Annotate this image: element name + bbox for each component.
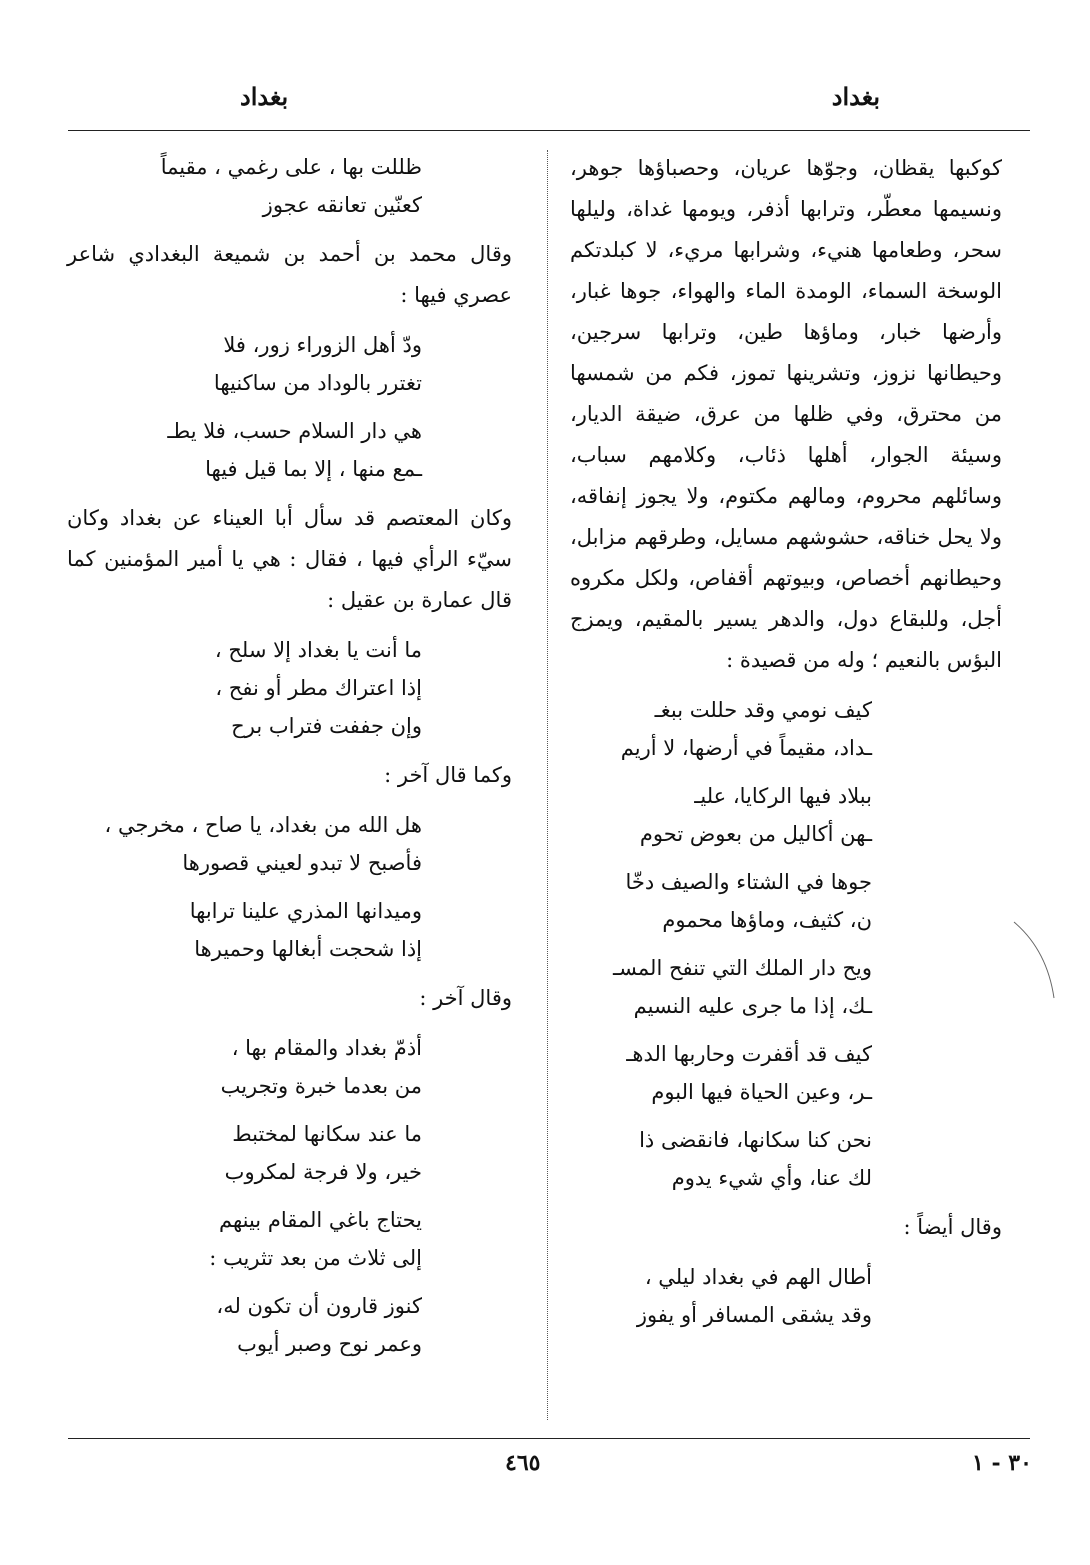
verse-couplet — [570, 949, 1002, 1025]
verse-line: ـك، إذا ما جرى عليه النسيم — [633, 994, 872, 1018]
verse-line: ويح دار الملك التي تنفح المسـ — [613, 956, 872, 980]
right-column-prose: كوكبها يقظان، وجوّها عريان، وحصباؤها جوهر، ونسيمها معطّر، وترابها أذفر، ويومها غداة، وليلها سحر، وطعامها هنيء، وشرابها مريء، لا كبلدتكم الوسخة السماء، الومدة الماء والهواء، جوها غبار، وأرضها خبار، وماؤها طين، وترابها سرجين، وحيطانها نزوز، وتشرينها تموز، فكم من شمسها من محترق، وفي ظلها من عرق، ضيقة الديار، وسيئة الجوار، أهلها ذئاب، وكلامهم سباب، وسائلهم محروم، ومالهم مكتوم، ولا يجوز إنفاقه، ولا يحل خناقه، حشوشهم مسايل، وطرقهم مزابل، وحيطانهم أخصاص، وبيوتهم أقفاص، ولكل مكروه أجل، وللبقاع دول، والدهر يسير بالمقيم، ويمزج البؤس بالنعيم ؛ وله من قصيدة : — [570, 156, 1002, 672]
verse-line: إذا شحجت أبغالها وحميرها — [194, 937, 422, 961]
verse-stanza — [67, 631, 512, 745]
verse-couplet — [67, 326, 512, 402]
verse-line: أطال الهم في بغداد ليلي ، — [644, 1265, 872, 1289]
verse-couplet — [67, 1115, 512, 1191]
right-column — [570, 148, 1002, 1344]
verse-line: هل الله من بغداد، يا صاح ، مخرجي ، — [104, 813, 422, 837]
verse-line: فأصبح لا تبدو لعيني قصورها — [182, 851, 422, 875]
column-divider — [547, 150, 548, 1420]
page-number: ٤٦٥ — [505, 1450, 541, 1476]
verse-couplet — [570, 1035, 1002, 1111]
verse-line: نحن كنا سكانها، فانقضى ذا — [639, 1128, 872, 1152]
signature-mark: ٣٠ - ١ — [972, 1450, 1032, 1476]
verse-line: ببلاد فيها الركايا، عليـ — [694, 784, 872, 808]
verse-line: يحتاج باغي المقام بينهم — [218, 1208, 422, 1232]
verse-line: لك عنا، وأي شيء يدوم — [671, 1166, 872, 1190]
verse-couplet — [67, 892, 512, 968]
verse-line: من بعدما خبرة وتجريب — [220, 1074, 422, 1098]
verse-line: ودّ أهل الزوراء زور، فلا — [223, 333, 422, 357]
page-header-right: بغداد — [831, 82, 880, 111]
verse-line: كنوز قارون أن تكون له، — [216, 1294, 422, 1318]
verse-intro: وقال محمد بن أحمد بن شميعة البغدادي شاعر عصري فيها : — [67, 242, 512, 307]
verse-couplet — [570, 777, 1002, 853]
verse-line: إلى ثلاث من بعد تثريب : — [209, 1246, 422, 1270]
verse-line: ما أنت يا بغداد إلا سلح ، — [214, 638, 422, 662]
verse-couplet — [570, 1121, 1002, 1197]
page-header-left: بغداد — [240, 82, 289, 111]
verse-couplet — [67, 412, 512, 488]
verse-couplet — [570, 691, 1002, 767]
verse-couplet — [67, 806, 512, 882]
verse-line: هي دار السلام حسب، فلا يطـ — [167, 419, 422, 443]
verse-line: ـر، وعين الحياة فيها البوم — [651, 1080, 872, 1104]
verse-line: ـمع منها ، إلا بما قيل فيها — [205, 457, 422, 481]
verse-line: ن، كثيف، وماؤها محموم — [662, 908, 872, 932]
verse-line: وإن جففت فتراب برح — [231, 714, 422, 738]
left-column — [67, 148, 512, 1373]
verse-couplet — [67, 1029, 512, 1105]
verse-line: ما عند سكانها لمختبط — [232, 1122, 422, 1146]
verse-line: وقد يشقى المسافر أو يفوز — [636, 1303, 872, 1327]
verse-line: إذا اعتراك مطر أو نفح ، — [215, 676, 422, 700]
verse-couplet — [67, 1201, 512, 1277]
scan-artifact-arc — [1012, 920, 1062, 1000]
verse-couplet — [570, 1258, 1002, 1334]
verse-line: كيف نومي وقد حللت ببغـ — [654, 698, 872, 722]
verse-couplet — [570, 863, 1002, 939]
verse-intro: وقال أيضاً : — [903, 1215, 1002, 1239]
verse-line: أذمّ بغداد والمقام بها ، — [231, 1036, 422, 1060]
verse-intro: وقال آخر : — [419, 986, 512, 1010]
verse-line: كعنّين تعانقه عجوز — [262, 193, 422, 217]
footer-rule — [68, 1438, 1030, 1439]
verse-line: وعمر نوح وصبر أيوب — [237, 1332, 422, 1356]
header-rule — [68, 130, 1030, 131]
left-column-prose: وكان المعتصم قد سأل أبا العيناء عن بغداد وكان سيّء الرأي فيها ، فقال : هي يا أمير المؤمنين كما قال عمارة بن عقيل : — [67, 506, 512, 612]
verse-line: ـهن أكاليل من بعوض تحوم — [639, 822, 872, 846]
verse-line: كيف قد أقفرت وحاربها الدهـ — [626, 1042, 872, 1066]
verse-line: خير، ولا فرجة لمكروب — [224, 1160, 422, 1184]
verse-couplet — [67, 1287, 512, 1363]
verse-intro: وكما قال آخر : — [384, 763, 512, 787]
verse-line: ظللت بها ، على رغمي ، مقيماً — [160, 155, 422, 179]
verse-line: تغترر بالوداد من ساكنيها — [213, 371, 422, 395]
verse-couplet — [67, 148, 512, 224]
verse-line: ـداد، مقيماً في أرضها، لا أريم — [620, 736, 872, 760]
verse-line: جوها في الشتاء والصيف دخّا — [625, 870, 872, 894]
verse-line: وميدانها المذري علينا ترابها — [189, 899, 422, 923]
